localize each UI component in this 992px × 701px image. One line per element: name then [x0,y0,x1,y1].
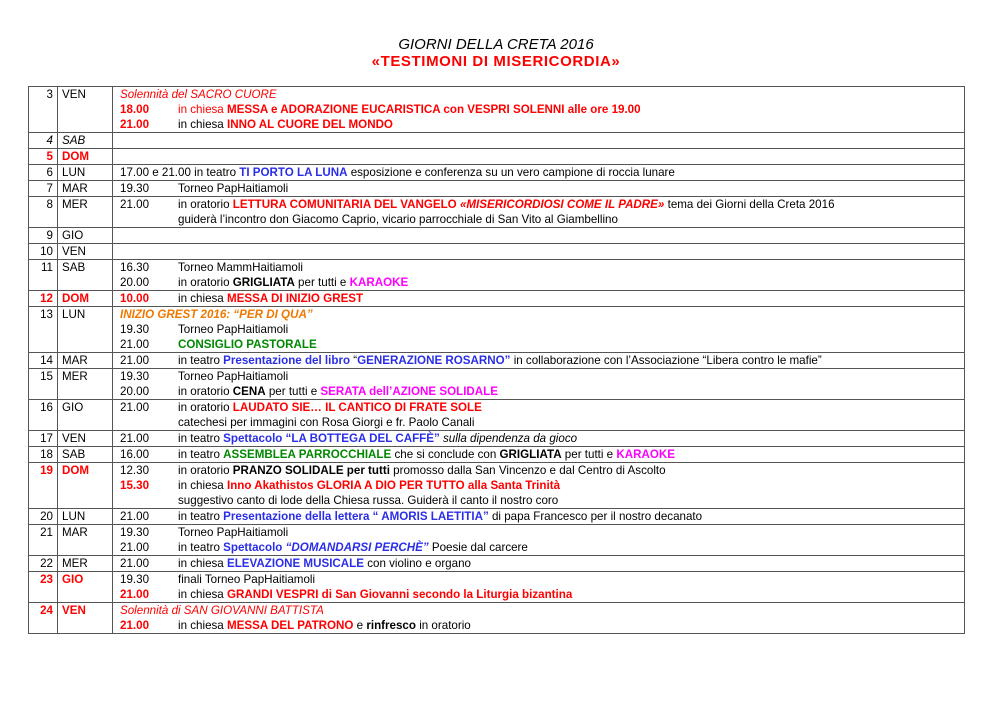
day-name: DOM [58,149,113,165]
day-name: SAB [58,260,113,291]
event-cell [113,87,965,133]
event-text: in chiesa [178,479,227,492]
event-time: 12.30 [120,464,150,477]
day-number: 17 [29,431,58,447]
event-title: Inno Akathistos GLORIA A DIO PER TUTTO alla Santa Trinità [226,479,561,492]
event-cell [113,260,965,291]
event-text: in oratorio [178,401,233,414]
table-row [29,228,965,244]
event-time: 20.00 [120,276,150,289]
day-name: DOM [58,463,113,509]
event-time: 21.00 [120,401,150,414]
event-time: 20.00 [120,385,150,398]
event-title: PRANZO SOLIDALE per tutti [232,464,390,477]
day-name: MER [58,369,113,400]
day-number: 8 [29,197,58,228]
day-name: VEN [58,431,113,447]
event-title: LAUDATO SIE… IL CANTICO DI FRATE SOLE [232,401,482,414]
event-text: Torneo PapHaitiamoli [178,182,289,195]
day-number: 19 [29,463,58,509]
day-number: 16 [29,400,58,431]
event-cell [113,291,965,307]
event-text: tema dei Giorni della Creta 2016 [664,198,835,211]
event-title: GRIGLIATA [232,276,295,289]
event-text: in chiesa [178,619,227,632]
day-name: LUN [58,165,113,181]
event-time: 21.00 [120,588,150,601]
event-cell [113,509,965,525]
event-cell [113,197,965,228]
day-number: 15 [29,369,58,400]
document-title: GIORNI DELLA CRETA 2016 [398,36,594,53]
event-title: SERATA dell’AZIONE SOLIDALE [320,385,498,398]
event-line: Solennità del SACRO CUORE [120,88,277,101]
event-cell [113,244,965,260]
day-name: DOM [58,291,113,307]
event-cell [113,447,965,463]
event-time: 21.00 [120,432,150,445]
table-row [29,509,965,525]
event-text: in chiesa [178,118,227,131]
table-row [29,603,965,634]
event-title: MESSA e ADORAZIONE EUCARISTICA con VESPRI SOLENNI alle ore 19.00 [226,103,641,116]
document-subtitle: «TESTIMONI DI MISERICORDIA» [371,53,621,70]
table-row [29,353,965,369]
event-text: in teatro [178,432,224,445]
event-time: 16.30 [120,261,150,274]
event-text: 17.00 e 21.00 in teatro [120,166,240,179]
day-number: 24 [29,603,58,634]
event-cell [113,369,965,400]
event-time: 19.30 [120,526,150,539]
table-row [29,556,965,572]
day-number: 4 [29,133,58,149]
event-time: 19.30 [120,182,150,195]
event-text: in teatro [178,448,224,461]
table-row [29,133,965,149]
table-row [29,400,965,431]
table-row [29,369,965,400]
event-line: catechesi per immagini con Rosa Giorgi e fr. Paolo Canali [178,416,475,429]
table-row [29,149,965,165]
event-title: Spettacolo “LA BOTTEGA DEL CAFFÈ” [223,432,440,445]
day-name: SAB [58,133,113,149]
table-row [29,244,965,260]
event-cell [113,572,965,603]
event-time: 19.30 [120,370,150,383]
event-title: ASSEMBLEA PARROCCHIALE [223,448,392,461]
table-row [29,463,965,509]
event-text: in chiesa [178,103,227,116]
event-text: Torneo PapHaitiamoli [178,323,289,336]
event-text: Torneo PapHaitiamoli [178,526,289,539]
event-text: promosso dalla San Vincenzo e dal Centro di Ascolto [389,464,666,477]
day-number: 23 [29,572,58,603]
event-text: Poesie dal carcere [428,541,528,554]
event-title: KARAOKE [349,276,409,289]
event-cell [113,149,965,165]
event-text: in chiesa [178,557,227,570]
event-title: ELEVAZIONE MUSICALE [226,557,364,570]
event-title: TI PORTO LA LUNA [239,166,348,179]
day-name: SAB [58,447,113,463]
event-text: in oratorio [178,198,233,211]
event-title: INNO AL CUORE DEL MONDO [226,118,393,131]
event-text: in chiesa [178,588,227,601]
day-number: 13 [29,307,58,353]
event-text: per tutti e [294,276,350,289]
event-time: 10.00 [120,292,150,305]
event-time: 21.00 [120,198,150,211]
event-time: 21.00 [120,510,150,523]
event-text: in chiesa [178,292,227,305]
event-cell [113,463,965,509]
event-title: GENERAZIONE ROSARNO” [357,354,511,367]
event-time: 21.00 [120,338,150,351]
event-time: 21.00 [120,118,150,131]
event-title: rinfresco [366,619,416,632]
day-name: VEN [58,244,113,260]
day-number: 20 [29,509,58,525]
event-time: 21.00 [120,354,150,367]
day-number: 18 [29,447,58,463]
table-row [29,165,965,181]
day-name: MER [58,197,113,228]
day-name: GIO [58,400,113,431]
event-text: in teatro [178,354,224,367]
calendar-table [28,86,965,634]
event-time: 19.30 [120,323,150,336]
event-title: LETTURA COMUNITARIA DEL VANGELO [232,198,460,211]
table-row [29,87,965,133]
event-cell [113,307,965,353]
day-name: VEN [58,603,113,634]
event-time: 21.00 [120,557,150,570]
day-number: 5 [29,149,58,165]
event-text: per tutti e [265,385,321,398]
day-name: VEN [58,87,113,133]
event-text: finali Torneo PapHaitiamoli [178,573,316,586]
event-title: GRANDI VESPRI di San Giovanni secondo la Liturgia bizantina [226,588,573,601]
event-title: MESSA DI INIZIO GREST [226,292,364,305]
day-name: MAR [58,181,113,197]
day-name: GIO [58,228,113,244]
event-title: KARAOKE [616,448,675,461]
event-text: sulla dipendenza da gioco [439,432,578,445]
event-text: in teatro [178,510,224,523]
event-text: con violino e organo [363,557,471,570]
table-row [29,431,965,447]
event-title: CONSIGLIO PASTORALE [178,338,317,351]
event-text: per tutti e [561,448,617,461]
day-number: 22 [29,556,58,572]
event-time: 21.00 [120,619,150,632]
day-number: 12 [29,291,58,307]
event-text: in oratorio [178,276,233,289]
day-number: 3 [29,87,58,133]
day-number: 10 [29,244,58,260]
event-text: in oratorio [178,464,233,477]
table-row [29,447,965,463]
event-time: 21.00 [120,541,150,554]
event-cell [113,181,965,197]
event-text: in teatro [178,541,224,554]
event-cell [113,525,965,556]
table-row [29,291,965,307]
event-cell [113,431,965,447]
day-name: MAR [58,353,113,369]
day-number: 14 [29,353,58,369]
event-time: 16.00 [120,448,150,461]
event-text: in oratorio [415,619,471,632]
event-text: esposizione e conferenza su un vero campione di roccia lunare [347,166,675,179]
day-name: MER [58,556,113,572]
event-title: «MISERICORDIOSI COME IL PADRE» [459,198,665,211]
table-row [29,181,965,197]
event-cell [113,228,965,244]
event-text: in collaborazione con l’Associazione “Libera contro le mafie” [510,354,822,367]
event-text: “ [353,354,358,367]
table-row [29,260,965,291]
event-text: di papa Francesco per il nostro decanato [488,510,703,523]
event-text: che si conclude con [391,448,500,461]
day-number: 11 [29,260,58,291]
day-number: 6 [29,165,58,181]
table-row [29,525,965,556]
event-cell [113,603,965,634]
event-title: Spettacolo [223,541,286,554]
event-line: suggestivo canto di lode della Chiesa russa. Guiderà il canto il nostro coro [178,494,559,507]
event-title: CENA [232,385,266,398]
event-time: 19.30 [120,573,150,586]
event-cell [113,353,965,369]
event-cell [113,165,965,181]
event-title: Presentazione della lettera “ AMORIS LAETITIA” [223,510,489,523]
day-name: LUN [58,307,113,353]
event-title: MESSA DEL PATRONO [226,619,354,632]
event-text: Torneo PapHaitiamoli [178,370,289,383]
day-name: GIO [58,572,113,603]
event-text: in oratorio [178,385,233,398]
day-number: 21 [29,525,58,556]
event-cell [113,133,965,149]
day-name: LUN [58,509,113,525]
event-cell [113,400,965,431]
event-time: 18.00 [120,103,150,116]
day-name: MAR [58,525,113,556]
event-title: “DOMANDARSI PERCHÈ” [285,541,429,554]
table-row [29,572,965,603]
event-time: 15.30 [120,479,150,492]
event-text: e [353,619,367,632]
event-line: INIZIO GREST 2016: “PER DI QUA” [120,308,313,321]
event-cell [113,556,965,572]
event-title: Presentazione del libro [223,354,354,367]
day-number: 9 [29,228,58,244]
event-line: Solennità di SAN GIOVANNI BATTISTA [120,604,324,617]
day-number: 7 [29,181,58,197]
event-title: GRIGLIATA [499,448,562,461]
table-row [29,197,965,228]
event-text: Torneo MammHaitiamoli [178,261,303,274]
table-row [29,307,965,353]
event-line: guiderà l’incontro don Giacomo Caprio, vicario parrocchiale di San Vito al Giambellino [178,213,618,226]
